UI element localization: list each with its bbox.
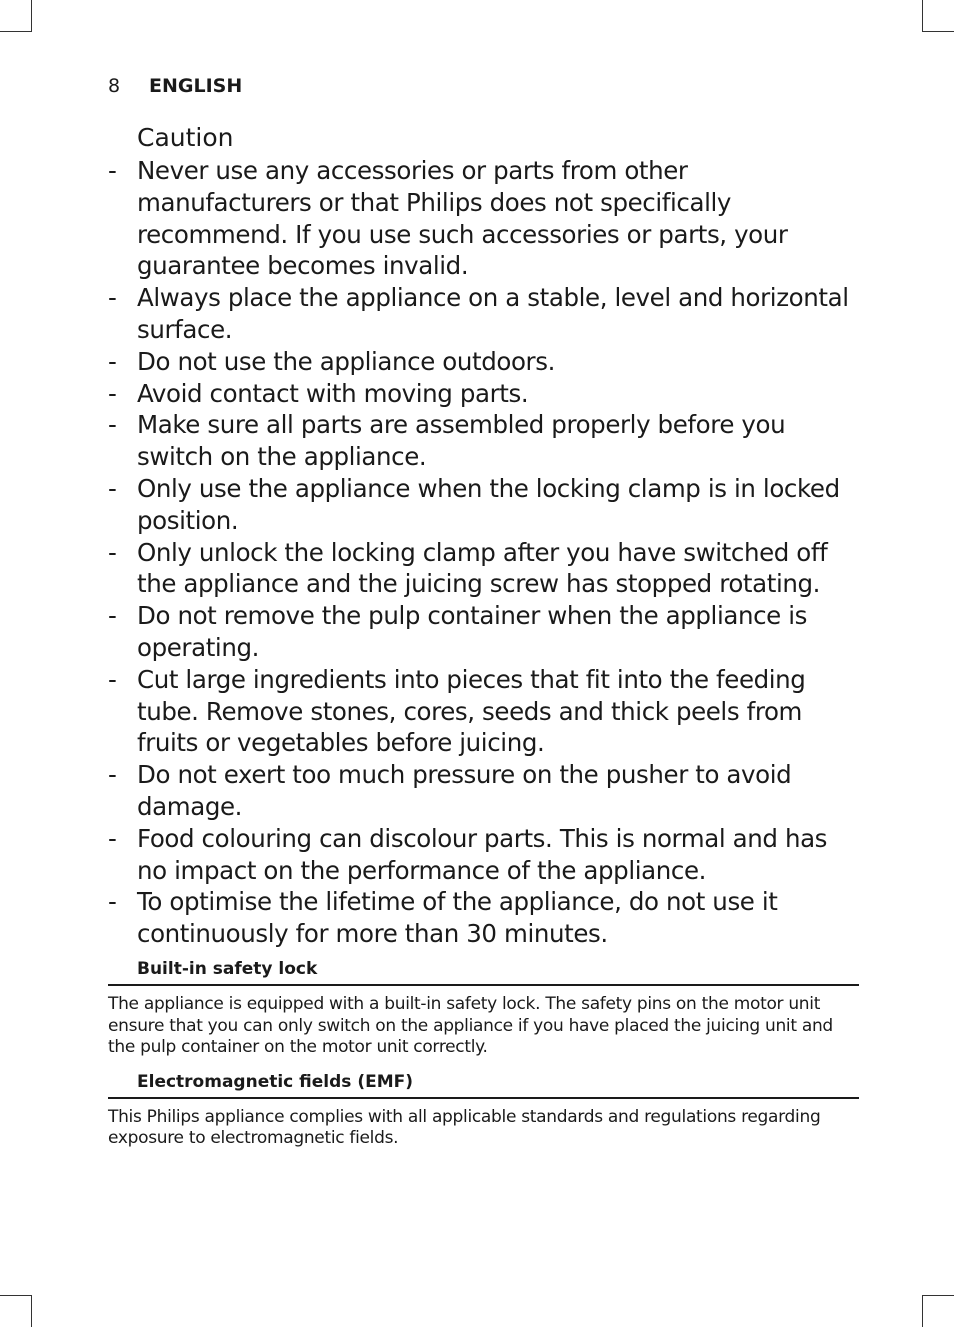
safety-lock-body: The appliance is equipped with a built-in safety lock. The safety pins on the motor unit ensure that you can only switch on the appliance if you have placed the juicing unit and the pulp container on the motor unit correctly. (108, 993, 833, 1058)
bullet-dash: - (108, 410, 117, 440)
bullet-dash: - (108, 664, 117, 694)
caution-item-text: Do not remove the pulp container when the appliance is operating. (137, 601, 807, 662)
caution-item-text: Make sure all parts are assembled properly before you switch on the appliance. (137, 410, 786, 472)
bullet-dash: - (108, 156, 117, 185)
page-header (108, 75, 242, 97)
caution-item-text: Food colouring can discolour parts. This is normal and has no impact on the performance of the appliance. (137, 823, 828, 885)
caution-item (108, 823, 859, 887)
crop-mark (922, 1295, 923, 1327)
caution-list (108, 155, 859, 950)
section-divider (108, 1097, 859, 1099)
section-divider (108, 984, 859, 986)
crop-mark (0, 1295, 32, 1296)
caution-item (108, 155, 859, 282)
caution-item-text: Do not use the appliance outdoors. (137, 346, 555, 376)
caution-item (108, 759, 859, 823)
caution-item-text: Cut large ingredients into pieces that fit into the feeding tube. Remove stones, cores, seeds and thick peels from fruits or vegetables before juicing. (137, 664, 806, 758)
bullet-dash: - (108, 760, 117, 790)
crop-mark (31, 1295, 32, 1327)
safety-lock-section (108, 958, 859, 1059)
bullet-dash: - (108, 473, 117, 503)
caution-item (108, 473, 859, 537)
bullet-dash: - (108, 346, 117, 376)
caution-item (108, 378, 859, 410)
language-label: ENGLISH (149, 75, 243, 97)
caution-item (108, 346, 859, 378)
caution-item-text: Never use any accessories or parts from other manufacturers or that Philips does not specifically recommend. If you use such accessories or parts, your guarantee becomes invalid. (137, 156, 788, 281)
safety-lock-heading: Built-in safety lock (137, 958, 318, 979)
caution-item-text: Do not exert too much pressure on the pusher to avoid damage. (137, 760, 792, 821)
caution-item-text: Only use the appliance when the locking clamp is in locked position. (137, 473, 840, 535)
crop-mark (31, 0, 32, 32)
caution-item-text: Avoid contact with moving parts. (137, 378, 529, 408)
caution-item (108, 664, 859, 759)
crop-mark (922, 0, 923, 32)
crop-mark (922, 1295, 954, 1296)
caution-item-text: To optimise the lifetime of the appliance, do not use it continuously for more than 30 minutes. (137, 887, 778, 949)
bullet-dash: - (108, 537, 117, 567)
page-number: 8 (108, 75, 121, 97)
crop-mark (922, 31, 954, 32)
caution-title: Caution (137, 123, 234, 152)
emf-section (108, 1071, 859, 1150)
caution-item (108, 282, 859, 346)
page-content (108, 121, 859, 1150)
emf-heading: Electromagnetic fields (EMF) (137, 1071, 414, 1092)
caution-item (108, 886, 859, 950)
emf-body: This Philips appliance complies with all applicable standards and regulations regarding exposure to electromagnetic fields. (108, 1106, 821, 1149)
caution-item (108, 600, 859, 664)
bullet-dash: - (108, 601, 117, 631)
bullet-dash: - (108, 283, 117, 313)
bullet-dash: - (108, 823, 117, 853)
bullet-dash: - (108, 378, 117, 408)
caution-item-text: Only unlock the locking clamp after you have switched off the appliance and the juicing screw has stopped rotating. (137, 537, 828, 599)
caution-item (108, 409, 859, 473)
caution-item-text: Always place the appliance on a stable, level and horizontal surface. (137, 283, 849, 344)
bullet-dash: - (108, 887, 117, 917)
caution-item (108, 537, 859, 601)
crop-mark (0, 31, 32, 32)
